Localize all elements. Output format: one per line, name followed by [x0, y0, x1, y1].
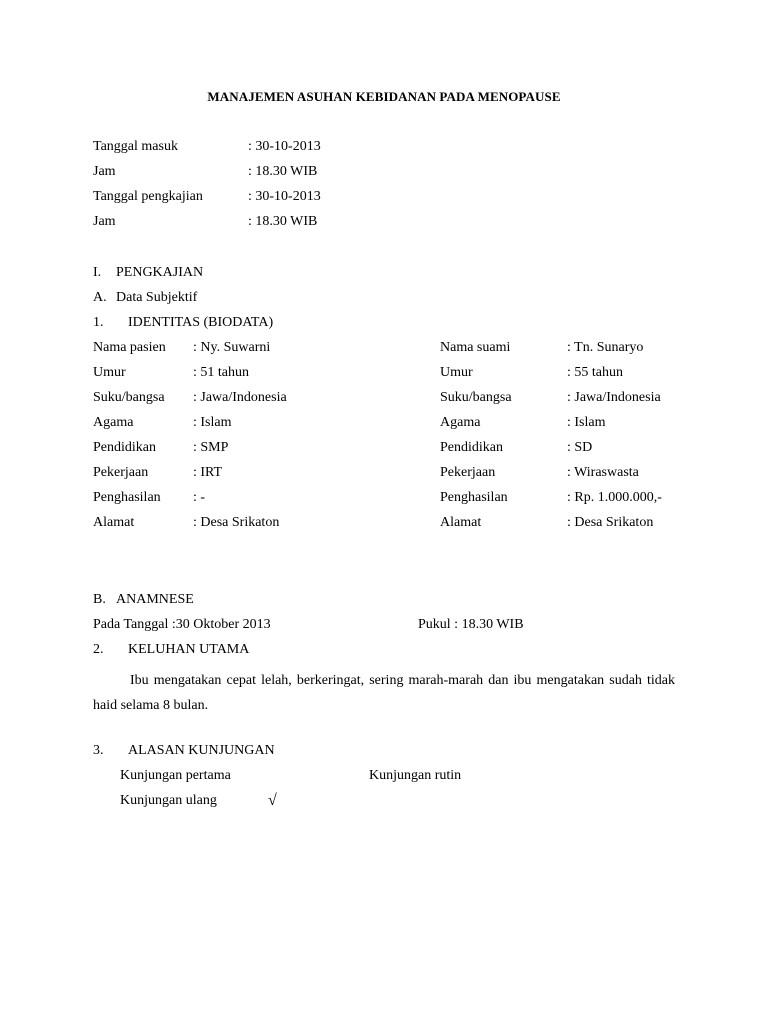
patient-income-value: : -	[193, 490, 206, 505]
husband-occupation-label: Pekerjaan	[440, 465, 496, 480]
patient-age-label: Umur	[93, 365, 126, 380]
patient-income-label: Penghasilan	[93, 490, 161, 505]
section-1-number: I.	[93, 265, 102, 280]
husband-age-value: : 55 tahun	[567, 365, 623, 380]
patient-education-label: Pendidikan	[93, 440, 156, 455]
patient-occupation-label: Pekerjaan	[93, 465, 149, 480]
patient-education-value: : SMP	[193, 440, 229, 455]
patient-occupation-value: : IRT	[193, 465, 223, 480]
patient-name-value: : Ny. Suwarni	[193, 340, 271, 355]
tanggal-pengkajian-value: : 30-10-2013	[248, 189, 321, 204]
husband-education-value: : SD	[567, 440, 593, 455]
section-2-number: 2.	[93, 642, 104, 657]
husband-address-label: Alamat	[440, 515, 482, 530]
patient-religion-label: Agama	[93, 415, 134, 430]
husband-address-value: : Desa Srikaton	[567, 515, 654, 530]
page-title: MANAJEMEN ASUHAN KEBIDANAN PADA MENOPAUSE	[207, 89, 561, 104]
section-1-1-number: 1.	[93, 315, 104, 330]
anamnese-date: Pada Tanggal :30 Oktober 2013	[93, 617, 271, 632]
complaint-text: Ibu mengatakan cepat lelah, berkeringat, sering marah-marah dan ibu mengatakan sudah tidak haid selama 8 bulan.	[93, 673, 675, 713]
section-2-title: KELUHAN UTAMA	[128, 642, 250, 657]
patient-address-value: : Desa Srikaton	[193, 515, 280, 530]
husband-education-label: Pendidikan	[440, 440, 503, 455]
section-b-number: B.	[93, 592, 106, 607]
patient-religion-value: : Islam	[193, 415, 232, 430]
patient-ethnicity-label: Suku/bangsa	[93, 390, 165, 405]
section-1-title: PENGKAJIAN	[116, 265, 204, 280]
husband-religion-label: Agama	[440, 415, 481, 430]
section-b-title: ANAMNESE	[116, 592, 194, 607]
section-1-1-title: IDENTITAS (BIODATA)	[128, 315, 274, 330]
anamnese-time: Pukul : 18.30 WIB	[418, 617, 524, 632]
husband-income-value: : Rp. 1.000.000,-	[567, 490, 662, 505]
jam-pengkajian-value: : 18.30 WIB	[248, 214, 318, 229]
section-a-title: Data Subjektif	[116, 290, 198, 305]
patient-ethnicity-value: : Jawa/Indonesia	[193, 390, 287, 405]
husband-ethnicity-value: : Jawa/Indonesia	[567, 390, 661, 405]
patient-age-value: : 51 tahun	[193, 365, 249, 380]
checkmark-icon: √	[268, 792, 277, 809]
visit-routine-option: Kunjungan rutin	[369, 768, 462, 783]
section-3-number: 3.	[93, 743, 104, 758]
husband-occupation-value: : Wiraswasta	[567, 465, 639, 480]
section-3-title: ALASAN KUNJUNGAN	[128, 743, 275, 758]
jam-pengkajian-label: Jam	[93, 214, 116, 229]
visit-first-option: Kunjungan pertama	[120, 768, 231, 783]
tanggal-pengkajian-label: Tanggal pengkajian	[93, 189, 203, 204]
patient-address-label: Alamat	[93, 515, 135, 530]
husband-ethnicity-label: Suku/bangsa	[440, 390, 512, 405]
section-a-number: A.	[93, 290, 107, 305]
husband-name-label: Nama suami	[440, 340, 511, 355]
patient-name-label: Nama pasien	[93, 340, 166, 355]
husband-name-value: : Tn. Sunaryo	[567, 340, 644, 355]
complaint-paragraph	[93, 668, 675, 718]
tanggal-masuk-value: : 30-10-2013	[248, 139, 321, 154]
visit-repeat-option: Kunjungan ulang	[120, 793, 217, 808]
jam-masuk-value: : 18.30 WIB	[248, 164, 318, 179]
husband-religion-value: : Islam	[567, 415, 606, 430]
husband-income-label: Penghasilan	[440, 490, 508, 505]
jam-masuk-label: Jam	[93, 164, 116, 179]
tanggal-masuk-label: Tanggal masuk	[93, 139, 178, 154]
husband-age-label: Umur	[440, 365, 473, 380]
